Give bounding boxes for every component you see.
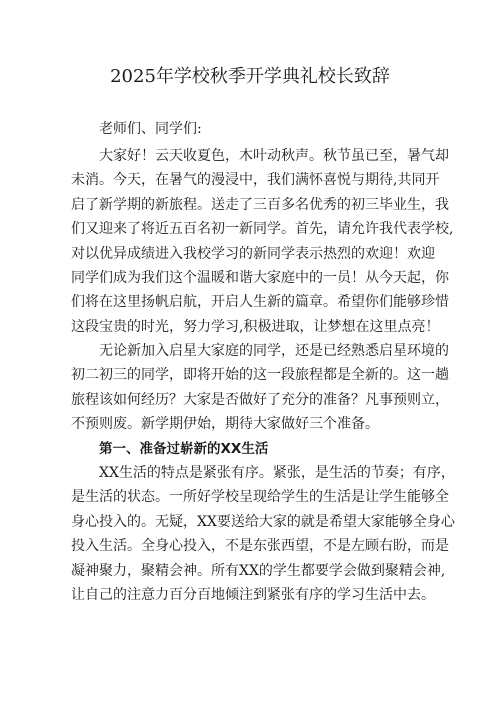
paragraph-line: 这段宝贵的时光，努力学习,积极进取，让梦想在这里点亮！	[71, 318, 440, 335]
paragraph-line: 不预则废。新学期伊始，期待大家做好三个准备。	[71, 416, 379, 433]
paragraph-line: 投入生活。全身心投入，不是东张西望，不是左顾右盼，而是	[71, 538, 449, 555]
paragraph-3	[71, 461, 455, 607]
document-title: 2025年学校秋季开学典礼校长致辞	[110, 66, 390, 87]
paragraph-line: 让自己的注意力百分百地倾注到紧张有序的学习生活中去。	[71, 587, 435, 604]
paragraph-line: XX生活的特点是紧张有序。紧张，是生活的节奏；有序，	[99, 465, 455, 481]
salutation: 老师们、同学们:	[99, 121, 202, 137]
paragraph-line: 无论新加入启星大家庭的同学，还是已经熟悉启星环境的	[99, 343, 449, 359]
paragraph-line: 们又迎来了将近五百名初一新同学。首先，请允许我代表学校,	[71, 221, 454, 238]
paragraph-line: 们将在这里扬帆启航，开启人生新的篇章。希望你们能够珍惜	[71, 294, 449, 311]
paragraph-2	[71, 339, 449, 437]
paragraph-1	[71, 144, 454, 339]
paragraph-line: 是生活的状态。一所好学校呈现给学生的生活是让学生能够全	[71, 489, 449, 506]
paragraph-line: 对以优异成绩进入我校学习的新同学表示热烈的欢迎！欢迎	[71, 245, 435, 262]
paragraph-line: 同学们成为我们这个温暖和谐大家庭中的一员！从今天起，你	[71, 270, 449, 287]
paragraph-line: 大家好！云天收夏色，木叶动秋声。秋节虽已至，暑气却	[99, 148, 449, 164]
paragraph-line: 身心投入的。无疑，XX要送给大家的就是希望大家能够全身心	[71, 513, 455, 530]
paragraph-line: 启了新学期的新旅程。送走了三百多名优秀的初三毕业生，我	[71, 196, 449, 213]
paragraph-line: 初二初三的同学，即将开始的这一段旅程都是全新的。这一趟	[71, 367, 449, 384]
paragraph-line: 未消。今天，在暑气的漫浸中，我们满怀喜悦与期待,共同开	[71, 172, 440, 189]
paragraph-line: 旅程该如何经历？大家是否做好了充分的准备？凡事预则立，	[71, 391, 449, 408]
paragraph-line: 凝神聚力，聚精会神。所有XX的学生都要学会做到聚精会神,	[71, 562, 446, 579]
section-heading: 第一、准备过崭新的XX生活	[99, 441, 269, 457]
